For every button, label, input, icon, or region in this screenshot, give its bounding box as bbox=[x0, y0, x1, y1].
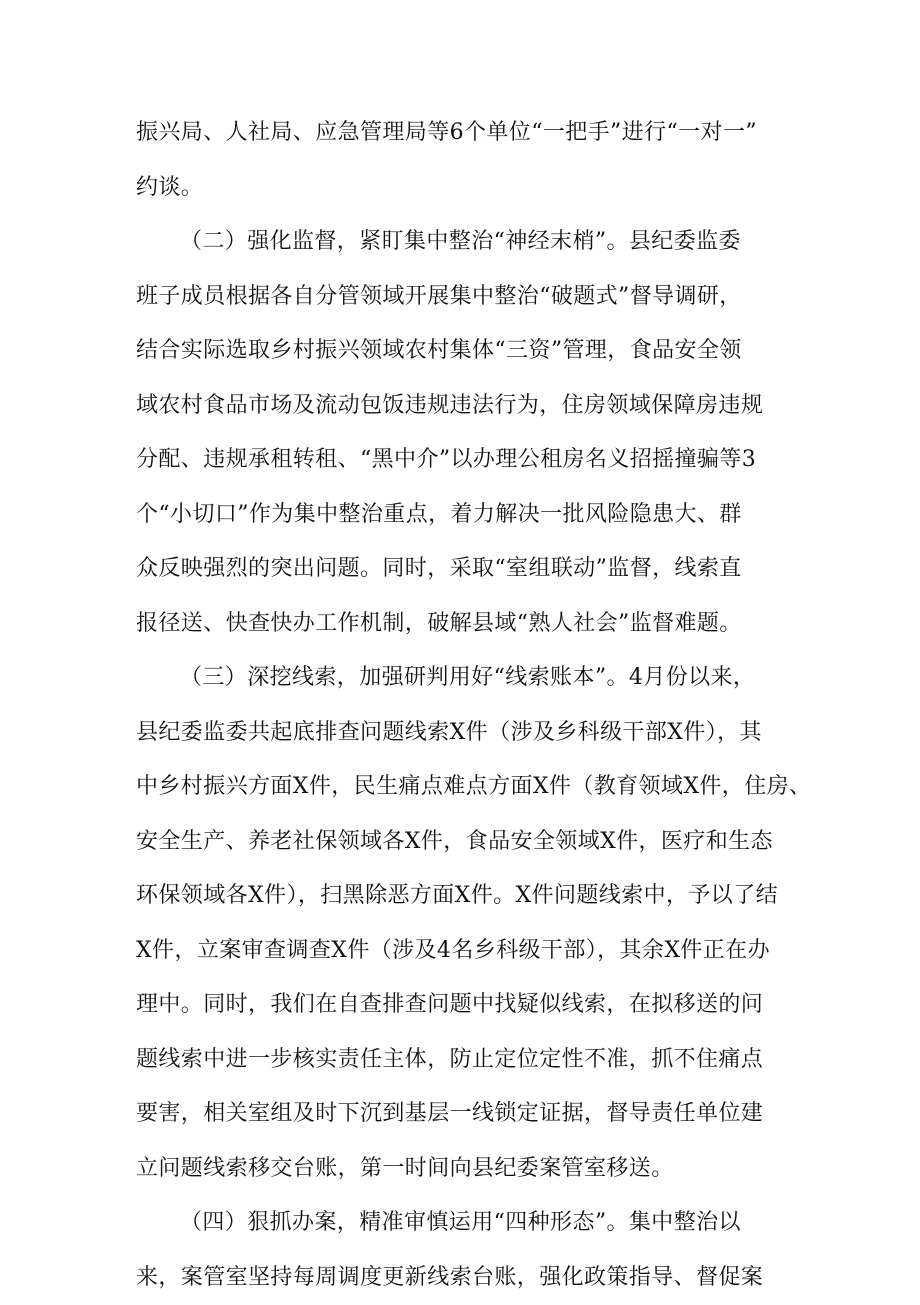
text-line: 域农村食品市场及流动包饭违规违法行为，住房领域保障房违规 bbox=[136, 379, 796, 434]
text-line: X件，立案审查调查X件（涉及4名乡科级干部），其余X件正在办 bbox=[136, 924, 796, 979]
text-line: 环保领域各X件），扫黑除恶方面X件。X件问题线索中，予以了结 bbox=[136, 869, 796, 924]
section-heading-line: （四）狠抓办案，精准审慎运用“四种形态”。集中整治以 bbox=[136, 1196, 796, 1251]
text-line: 题线索中进一步核实责任主体，防止定位定性不准，抓不住痛点 bbox=[136, 1033, 796, 1088]
text-line: 要害，相关室组及时下沉到基层一线锁定证据，督导责任单位建 bbox=[136, 1087, 796, 1142]
text-line: 立问题线索移交台账，第一时间向县纪委案管室移送。 bbox=[136, 1142, 796, 1197]
text-line: 约谈。 bbox=[136, 161, 796, 216]
text-line: 来，案管室坚持每周调度更新线索台账，强化政策指导、督促案 bbox=[136, 1251, 796, 1305]
text-line: 振兴局、人社局、应急管理局等6个单位“一把手”进行“一对一” bbox=[136, 106, 796, 161]
body-text bbox=[136, 106, 796, 1305]
text-line: 安全生产、养老社保领域各X件，食品安全领域X件，医疗和生态 bbox=[136, 815, 796, 870]
text-line: 报径送、快查快办工作机制，破解县域“熟人社会”监督难题。 bbox=[136, 597, 796, 652]
text-line: 众反映强烈的突出问题。同时，采取“室组联动”监督，线索直 bbox=[136, 542, 796, 597]
text-line: 班子成员根据各自分管领域开展集中整治“破题式”督导调研， bbox=[136, 270, 796, 325]
section-heading-line: （二）强化监督，紧盯集中整治“神经末梢”。县纪委监委 bbox=[136, 215, 796, 270]
section-heading-line: （三）深挖线索，加强研判用好“线索账本”。4月份以来， bbox=[136, 651, 796, 706]
text-line: 结合实际选取乡村振兴领域农村集体“三资”管理，食品安全领 bbox=[136, 324, 796, 379]
text-line: 分配、违规承租转租、“黑中介”以办理公租房名义招摇撞骗等3 bbox=[136, 433, 796, 488]
text-line: 中乡村振兴方面X件，民生痛点难点方面X件（教育领域X件，住房、 bbox=[136, 760, 796, 815]
text-line: 个“小切口”作为集中整治重点，着力解决一批风险隐患大、群 bbox=[136, 488, 796, 543]
text-line: 县纪委监委共起底排查问题线索X件（涉及乡科级干部X件），其 bbox=[136, 706, 796, 761]
text-line: 理中。同时，我们在自查排查问题中找疑似线索，在拟移送的问 bbox=[136, 978, 796, 1033]
